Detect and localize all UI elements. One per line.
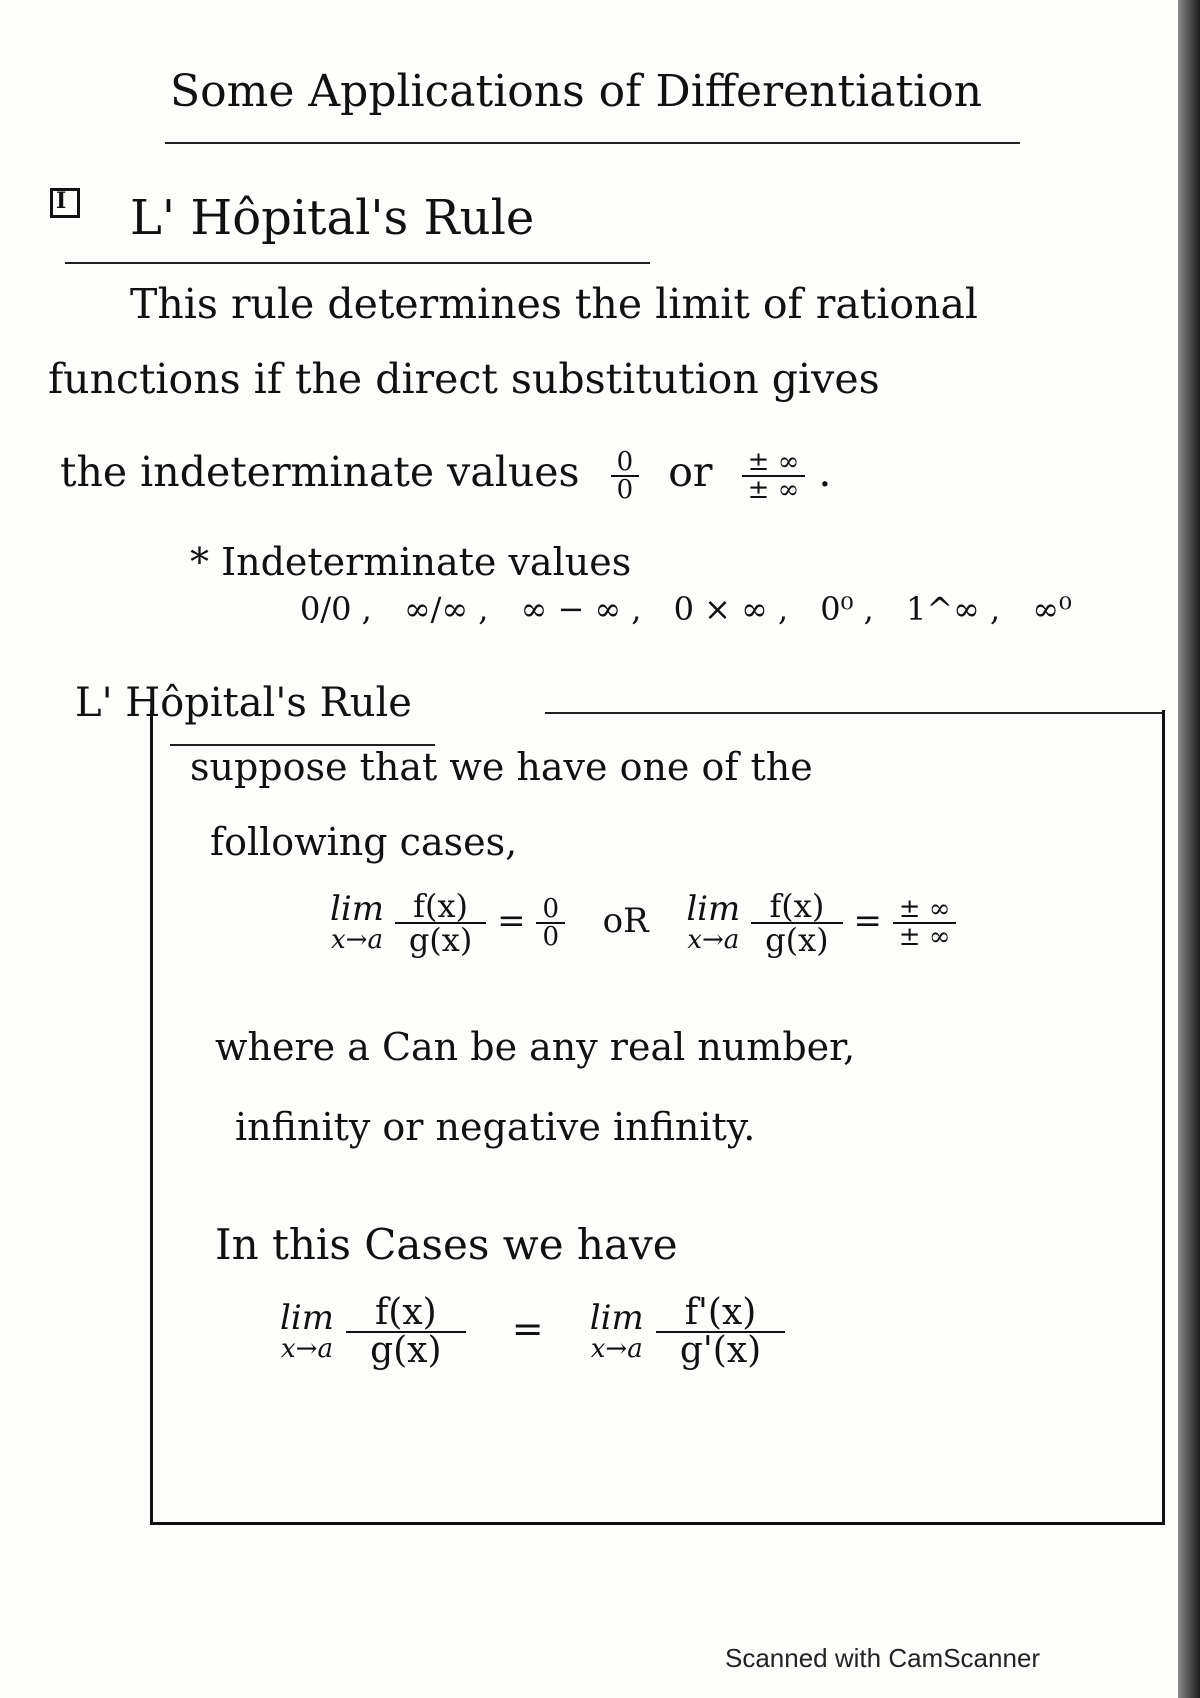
fraction-numerator: f'(x)	[684, 1292, 757, 1333]
limit-word: lim	[589, 1297, 644, 1338]
intro-line-2: functions if the direct substitution gives	[48, 355, 880, 403]
rule-line-2: following cases,	[210, 820, 518, 864]
limit-operator	[280, 1297, 334, 1365]
limit-word: lim	[330, 888, 384, 929]
fraction-fprime-over-gprime	[656, 1292, 785, 1371]
limit-subscript: x→a	[331, 925, 383, 956]
form-item: 1^∞ ,	[906, 590, 1001, 628]
limit-operator	[589, 1297, 644, 1365]
fraction-zero-over-zero	[536, 896, 565, 950]
fraction-numerator: f(x)	[413, 887, 468, 925]
fraction-denominator: ± ∞	[742, 475, 806, 503]
form-item: ∞ − ∞ ,	[520, 590, 642, 628]
scan-edge-shadow	[1178, 0, 1200, 1698]
or-word: or	[668, 448, 713, 496]
fraction-numerator: f(x)	[769, 887, 825, 925]
rule-line-1: suppose that we have one of the	[190, 745, 813, 789]
form-item: ∞⁰	[1032, 590, 1072, 628]
limit-subscript: x→a	[687, 925, 740, 956]
indeterminate-forms	[300, 590, 1094, 628]
fraction-numerator: 0	[616, 446, 634, 477]
equals-sign: =	[511, 1306, 544, 1351]
equals-sign: =	[853, 901, 882, 941]
page-title: Some Applications of Differentiation	[170, 66, 983, 117]
indeterminate-label: * Indeterminate values	[190, 540, 632, 584]
limit-word: lim	[686, 888, 741, 929]
limit-operator	[330, 888, 384, 956]
limit-word: lim	[280, 1297, 334, 1338]
section-number: I	[56, 188, 67, 214]
rule-heading: L' Hôpital's Rule	[75, 680, 412, 726]
fraction-denominator: ± ∞	[893, 922, 957, 950]
or-word: oR	[602, 901, 649, 941]
form-item: 0/0 ,	[300, 590, 372, 628]
fraction-denominator: 0	[536, 922, 565, 950]
period: .	[818, 448, 832, 496]
rule-line-4: infinity or negative infinity.	[235, 1105, 756, 1149]
fraction-numerator: ± ∞	[898, 894, 951, 924]
cases-equation	[330, 887, 956, 959]
form-item: 0⁰ ,	[820, 590, 874, 628]
fraction-inf-over-inf	[742, 446, 806, 505]
equals-sign: =	[497, 901, 526, 941]
limit-subscript: x→a	[590, 1334, 643, 1365]
limit-subscript: x→a	[281, 1334, 333, 1365]
title-underline	[165, 142, 1020, 144]
fraction-zero-over-zero	[611, 446, 640, 505]
form-item: 0 × ∞ ,	[673, 590, 789, 628]
fraction-numerator: ± ∞	[747, 446, 800, 477]
fraction-numerator: 0	[542, 894, 559, 924]
fraction-f-over-g	[395, 887, 487, 959]
scanner-watermark: Scanned with CamScanner	[725, 1643, 1041, 1673]
intro-line-1: This rule determines the limit of rational	[130, 280, 979, 328]
rule-line-5: In this Cases we have	[215, 1220, 678, 1269]
fraction-denominator: g(x)	[346, 1331, 465, 1369]
form-item: ∞/∞ ,	[404, 590, 489, 628]
fraction-denominator: 0	[611, 475, 640, 503]
intro-line-3	[60, 448, 831, 503]
fraction-inf-over-inf	[893, 896, 957, 950]
section-underline	[65, 262, 650, 264]
fraction-f-over-g	[346, 1292, 465, 1371]
fraction-f-over-g	[751, 887, 843, 959]
fraction-denominator: g(x)	[751, 922, 843, 956]
limit-operator	[686, 888, 741, 956]
fraction-numerator: f(x)	[374, 1292, 437, 1333]
fraction-denominator: g(x)	[395, 922, 487, 956]
section-title: L' Hôpital's Rule	[130, 190, 535, 246]
fraction-denominator: g'(x)	[656, 1331, 785, 1369]
intro-line-3-text: the indeterminate values	[60, 448, 580, 496]
rule-line-3: where a Can be any real number,	[215, 1025, 856, 1069]
lhopital-equation	[280, 1292, 785, 1371]
